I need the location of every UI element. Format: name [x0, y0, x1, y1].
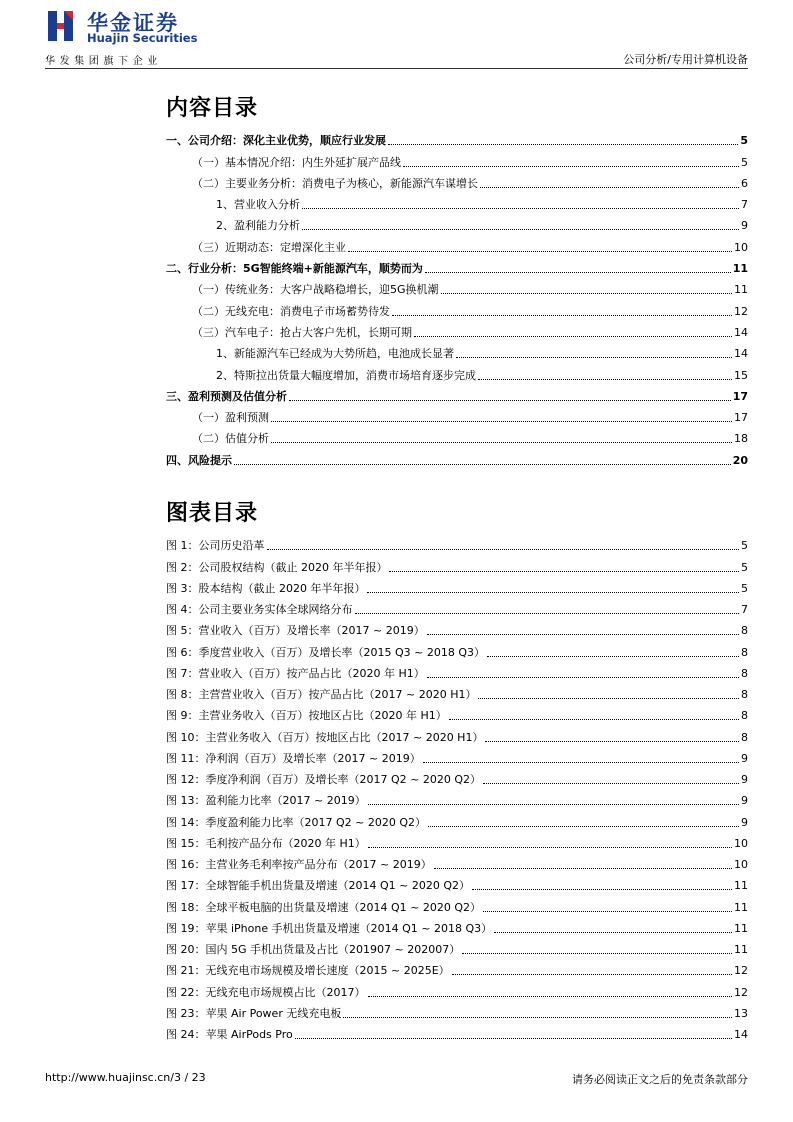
dot-leader	[295, 1038, 732, 1039]
report-category: 公司分析/专用计算机设备	[623, 53, 748, 66]
figure-entry-text: 图 16：主营业务毛利率按产品分布（2017 ~ 2019）	[166, 858, 432, 871]
toc-entry-page: 17	[734, 411, 748, 425]
figure-entry-text: 图 14：季度盈利能力比率（2017 Q2 ~ 2020 Q2）	[166, 815, 426, 829]
footer-disclaimer: 请务必阅读正文之后的免责条款部分	[572, 1073, 748, 1086]
brand-name-en: Huajin Securities	[87, 31, 198, 45]
dot-leader	[427, 677, 739, 678]
figure-entry-text: 图 11：净利润（百万）及增长率（2017 ~ 2019）	[166, 751, 421, 765]
toc-entry-text: 2、盈利能力分析	[216, 219, 300, 233]
figure-entry-text: 图 4：公司主要业务实体全球网络分布	[166, 603, 353, 616]
dot-leader	[348, 251, 732, 252]
dot-leader	[427, 634, 739, 635]
toc-entry-page: 5	[740, 134, 748, 148]
figure-entry[interactable]	[166, 596, 748, 617]
figure-entry[interactable]	[166, 787, 748, 808]
figure-entry[interactable]	[166, 1000, 748, 1021]
toc-entry[interactable]	[166, 425, 748, 446]
dot-leader	[483, 911, 732, 912]
toc-entry[interactable]	[166, 383, 748, 404]
figure-entry-text: 图 10：主营业务收入（百万）按地区占比（2017 ~ 2020 H1）	[166, 730, 484, 744]
toc-entry-page: 15	[734, 368, 748, 382]
figure-entry[interactable]	[166, 915, 748, 936]
toc-entry-text: 1、营业收入分析	[216, 198, 300, 212]
figure-entry[interactable]	[166, 936, 748, 957]
footer-url[interactable]: http://www.huajinsc.cn/3 / 23	[45, 1071, 206, 1084]
dot-leader	[483, 783, 739, 784]
toc-entry-page: 20	[732, 453, 748, 467]
toc-entry[interactable]	[166, 148, 748, 169]
dot-leader	[403, 166, 739, 167]
figure-entry-text: 图 1：公司历史沿革	[166, 539, 265, 553]
toc-entry-page: 5	[741, 155, 748, 169]
dot-leader	[441, 293, 732, 294]
group-tagline: 华发集团旗下企业	[45, 56, 162, 67]
dot-leader	[302, 208, 739, 209]
figure-entry-page: 8	[741, 709, 748, 723]
dot-leader	[355, 613, 740, 614]
toc-entry-page: 14	[734, 325, 748, 339]
figure-entry-page: 8	[741, 624, 748, 638]
dot-leader	[367, 592, 739, 593]
figure-entry-page: 12	[734, 985, 748, 999]
toc-entry-text: 三、盈利预测及估值分析	[166, 389, 287, 403]
toc-entry-page: 18	[734, 432, 748, 446]
toc-entry[interactable]	[166, 276, 748, 297]
toc-entry[interactable]	[166, 233, 748, 254]
dot-leader	[414, 336, 732, 337]
figure-entry-page: 13	[734, 1006, 748, 1020]
toc-entry-page: 11	[732, 262, 748, 276]
dot-leader	[434, 868, 732, 869]
toc-entry[interactable]	[166, 340, 748, 361]
figure-entry-text: 图 19：苹果 iPhone 手机出货量及增速（2014 Q1 ~ 2018 Q3）	[166, 921, 493, 935]
toc-entry-text: （一）基本情况介绍：内生外延扩展产品线	[192, 155, 401, 169]
page-header	[0, 0, 793, 75]
figure-entry-text: 图 3：股本结构（截止 2020 年半年报）	[166, 581, 366, 595]
toc-entry[interactable]	[166, 170, 748, 191]
figure-entry-text: 图 22：无线充电市场规模占比（2017）	[166, 985, 366, 999]
toc-entry-text: （二）无线充电：消费电子市场蓄势待发	[192, 304, 390, 318]
figure-entry-page: 7	[741, 603, 748, 616]
dot-leader	[392, 315, 732, 316]
dot-leader	[368, 847, 732, 848]
figure-entry-text: 图 6：季度营业收入（百万）及增长率（2015 Q3 ~ 2018 Q3）	[166, 645, 485, 659]
figure-entry[interactable]	[166, 532, 748, 553]
toc-entry-text: 四、风险提示	[166, 453, 232, 467]
figure-entry-page: 9	[741, 815, 748, 829]
dot-leader	[456, 357, 732, 358]
toc-entry-page: 17	[732, 389, 748, 403]
figure-entry-page: 9	[741, 794, 748, 808]
figure-entry[interactable]	[166, 702, 748, 723]
figure-entry-page: 8	[741, 666, 748, 680]
toc-entry-text: （二）主要业务分析：消费电子为核心，新能源汽车谋增长	[192, 176, 478, 190]
figure-entry[interactable]	[166, 978, 748, 999]
figure-entry-text: 图 8：主营营业收入（百万）按产品占比（2017 ~ 2020 H1）	[166, 688, 477, 701]
dot-leader	[425, 272, 731, 273]
dot-leader	[449, 719, 739, 720]
dot-leader	[487, 656, 739, 657]
figure-entry[interactable]	[166, 638, 748, 659]
toc-entry[interactable]	[166, 212, 748, 233]
figure-entry-text: 图 12：季度净利润（百万）及增长率（2017 Q2 ~ 2020 Q2）	[166, 773, 481, 786]
dot-leader	[480, 187, 739, 188]
figure-entry[interactable]	[166, 851, 748, 872]
toc-entry-text: （二）估值分析	[192, 432, 269, 446]
dot-leader	[428, 826, 739, 827]
figures-title: 图表目录	[166, 501, 259, 526]
dot-leader	[234, 464, 731, 465]
figure-entry-page: 12	[734, 964, 748, 978]
figure-entry-page: 11	[734, 879, 748, 893]
figure-entry[interactable]	[166, 830, 748, 851]
dot-leader	[302, 229, 739, 230]
figure-entry-page: 5	[741, 539, 748, 553]
figure-entry-text: 图 7：营业收入（百万）按产品占比（2020 年 H1）	[166, 666, 425, 680]
toc-list	[166, 127, 748, 468]
dot-leader	[271, 421, 732, 422]
figure-entry-text: 图 2：公司股权结构（截止 2020 年半年报）	[166, 560, 388, 574]
figure-entry[interactable]	[166, 681, 748, 702]
dot-leader	[389, 571, 739, 572]
figure-entry[interactable]	[166, 957, 748, 978]
toc-entry[interactable]	[166, 319, 748, 340]
dot-leader	[472, 889, 732, 890]
figure-entry-page: 9	[741, 773, 748, 786]
toc-entry-text: （三）近期动态：定增深化主业	[192, 240, 346, 254]
toc-entry[interactable]	[166, 404, 748, 425]
toc-entry-page: 12	[734, 304, 748, 318]
toc-entry[interactable]	[166, 127, 748, 148]
toc-entry-text: （一）传统业务：大客户战略稳增长，迎5G换机潮	[192, 283, 439, 297]
figure-entry[interactable]	[166, 553, 748, 574]
huajin-logo-icon	[45, 8, 76, 44]
dot-leader	[485, 741, 739, 742]
toc-entry-text: 1、新能源汽车已经成为大势所趋，电池成长显著	[216, 347, 454, 361]
figure-entry-page: 8	[741, 730, 748, 744]
toc-entry-text: 2、特斯拉出货量大幅度增加，消费市场培育逐步完成	[216, 368, 476, 382]
figure-entry-page: 11	[734, 921, 748, 935]
figure-entry-page: 11	[734, 943, 748, 956]
dot-leader	[478, 698, 739, 699]
dot-leader	[343, 1017, 732, 1018]
toc-entry-text: 二、行业分析：5G智能终端+新能源汽车，顺势而为	[166, 262, 423, 276]
figure-entry-page: 14	[734, 1028, 748, 1041]
figure-entry[interactable]	[166, 808, 748, 829]
figure-entry[interactable]	[166, 745, 748, 766]
dot-leader	[368, 996, 733, 997]
toc-entry-page: 9	[741, 219, 748, 233]
dot-leader	[267, 549, 740, 550]
toc-title: 内容目录	[166, 96, 259, 121]
dot-leader	[368, 804, 739, 805]
toc-entry-page: 6	[741, 176, 748, 190]
dot-leader	[271, 442, 732, 443]
toc-entry-page: 11	[734, 283, 748, 297]
dot-leader	[462, 953, 732, 954]
figure-entry-text: 图 18：全球平板电脑的出货量及增速（2014 Q1 ~ 2020 Q2）	[166, 900, 481, 914]
toc-entry-page: 14	[734, 347, 748, 361]
dot-leader	[452, 974, 732, 975]
toc-entry[interactable]	[166, 361, 748, 382]
toc-entry[interactable]	[166, 446, 748, 467]
figure-entry[interactable]	[166, 723, 748, 744]
figure-entry[interactable]	[166, 872, 748, 893]
figure-entry[interactable]	[166, 766, 748, 787]
toc-entry[interactable]	[166, 191, 748, 212]
figure-entry-text: 图 20：国内 5G 手机出货量及占比（201907 ~ 202007）	[166, 943, 461, 956]
figure-entry[interactable]	[166, 575, 748, 596]
figures-list	[166, 532, 748, 1042]
toc-entry[interactable]	[166, 255, 748, 276]
figure-entry-page: 10	[734, 858, 748, 871]
figure-entry-page: 11	[734, 900, 748, 914]
figure-entry-page: 9	[741, 751, 748, 765]
figure-entry[interactable]	[166, 660, 748, 681]
figure-entry-text: 图 21：无线充电市场规模及增长速度（2015 ~ 2025E）	[166, 964, 450, 978]
toc-entry-page: 10	[734, 240, 748, 254]
toc-entry-text: 一、公司介绍：深化主业优势，顺应行业发展	[166, 134, 386, 148]
figure-entry[interactable]	[166, 1021, 748, 1042]
dot-leader	[494, 932, 732, 933]
toc-entry-page: 7	[741, 198, 748, 212]
figure-entry-page: 10	[734, 836, 748, 850]
figure-entry-page: 5	[741, 560, 748, 574]
toc-entry[interactable]	[166, 297, 748, 318]
toc-entry-text: （三）汽车电子：抢占大客户先机，长期可期	[192, 325, 412, 339]
figure-entry-text: 图 9：主营业务收入（百万）按地区占比（2020 年 H1）	[166, 709, 447, 723]
figure-entry[interactable]	[166, 893, 748, 914]
figure-entry-page: 5	[741, 581, 748, 595]
figure-entry-text: 图 5：营业收入（百万）及增长率（2017 ~ 2019）	[166, 624, 425, 638]
figure-entry-page: 8	[741, 688, 748, 701]
figure-entry-text: 图 13：盈利能力比率（2017 ~ 2019）	[166, 794, 366, 808]
toc-entry-text: （一）盈利预测	[192, 411, 269, 425]
dot-leader	[478, 379, 732, 380]
dot-leader	[388, 144, 738, 145]
figure-entry-text: 图 15：毛利按产品分布（2020 年 H1）	[166, 836, 366, 850]
figure-entry-text: 图 24：苹果 AirPods Pro	[166, 1028, 293, 1041]
dot-leader	[423, 762, 739, 763]
header-divider	[45, 68, 748, 69]
figure-entry-text: 图 17：全球智能手机出货量及增速（2014 Q1 ~ 2020 Q2）	[166, 879, 470, 893]
dot-leader	[289, 400, 731, 401]
figure-entry-page: 8	[741, 645, 748, 659]
figure-entry[interactable]	[166, 617, 748, 638]
brand-name-cn: 华金证券	[87, 11, 179, 35]
figure-entry-text: 图 23：苹果 Air Power 无线充电板	[166, 1006, 342, 1020]
